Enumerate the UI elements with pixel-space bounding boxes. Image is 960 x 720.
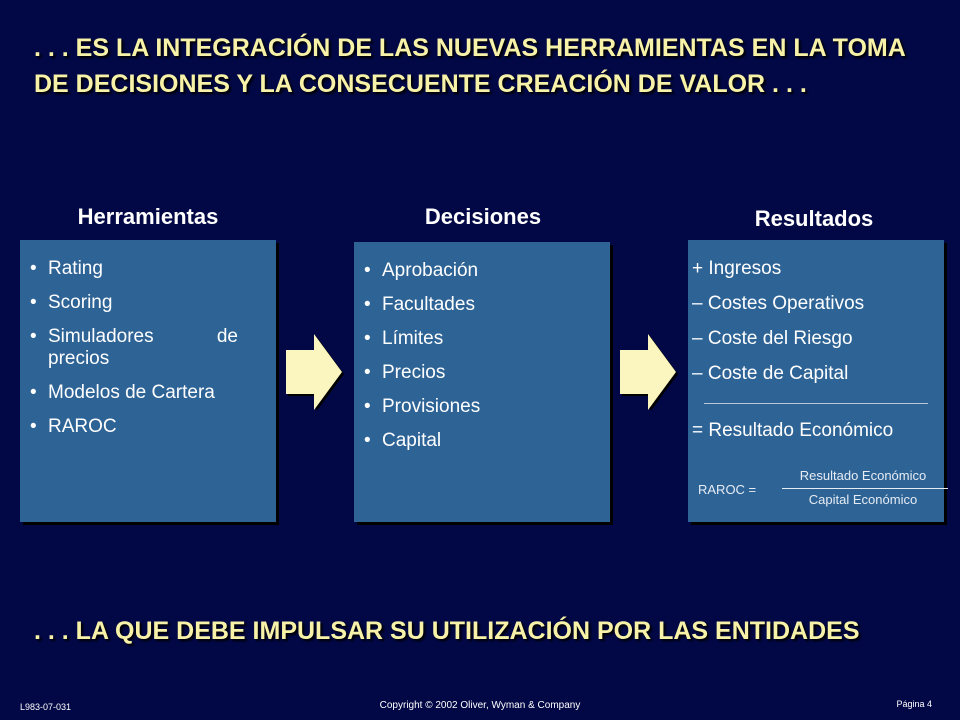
result-line: – Coste del Riesgo — [692, 328, 853, 349]
page-number: Página 4 — [896, 699, 932, 709]
list-item: • Precios — [364, 362, 446, 383]
result-line: + Ingresos — [692, 258, 782, 279]
copyright: Copyright © 2002 Oliver, Wyman & Company — [379, 700, 581, 711]
list-item: • Rating — [30, 258, 103, 279]
decisions-box — [354, 242, 610, 522]
list-item: • Simuladores de precios — [30, 326, 238, 369]
list-item: • Límites — [364, 328, 444, 349]
heading-herramientas: Herramientas — [77, 204, 219, 229]
raroc-denominator: Capital Económico — [808, 492, 918, 507]
sum-divider — [704, 403, 928, 404]
result-line: – Costes Operativos — [692, 293, 865, 314]
result-total: = Resultado Económico — [692, 420, 894, 441]
list-item: • Capital — [364, 430, 442, 451]
list-item: • Aprobación — [364, 260, 479, 281]
slide-subtitle: . . . LA QUE DEBE IMPULSAR SU UTILIZACIÓN POR LAS ENTIDADES — [34, 617, 860, 645]
raroc-numerator: Resultado Económico — [799, 468, 927, 483]
arrow-right-icon — [284, 334, 344, 410]
fraction-bar — [782, 488, 948, 489]
results-box — [688, 240, 944, 522]
heading-decisiones: Decisiones — [424, 204, 542, 229]
result-line: – Coste de Capital — [692, 363, 849, 384]
slide-title: . . . ES LA INTEGRACIÓN DE LAS NUEVAS HERRAMIENTAS EN LA TOMA DE DECISIONES Y LA CONSECUENTE CREACIÓN DE VALOR . . . — [34, 34, 905, 98]
document-code: L983-07-031 — [20, 702, 72, 712]
heading-resultados: Resultados — [754, 206, 874, 231]
list-item: • RAROC — [30, 416, 117, 437]
raroc-label: RAROC = — [698, 482, 757, 497]
list-item: • Facultades — [364, 294, 475, 315]
list-item: • Modelos de Cartera — [30, 382, 215, 403]
raroc-formula — [698, 466, 938, 516]
arrow-right-icon — [618, 334, 678, 410]
list-item: • Provisiones — [364, 396, 481, 417]
tools-box — [20, 240, 276, 522]
list-item: • Scoring — [30, 292, 113, 313]
